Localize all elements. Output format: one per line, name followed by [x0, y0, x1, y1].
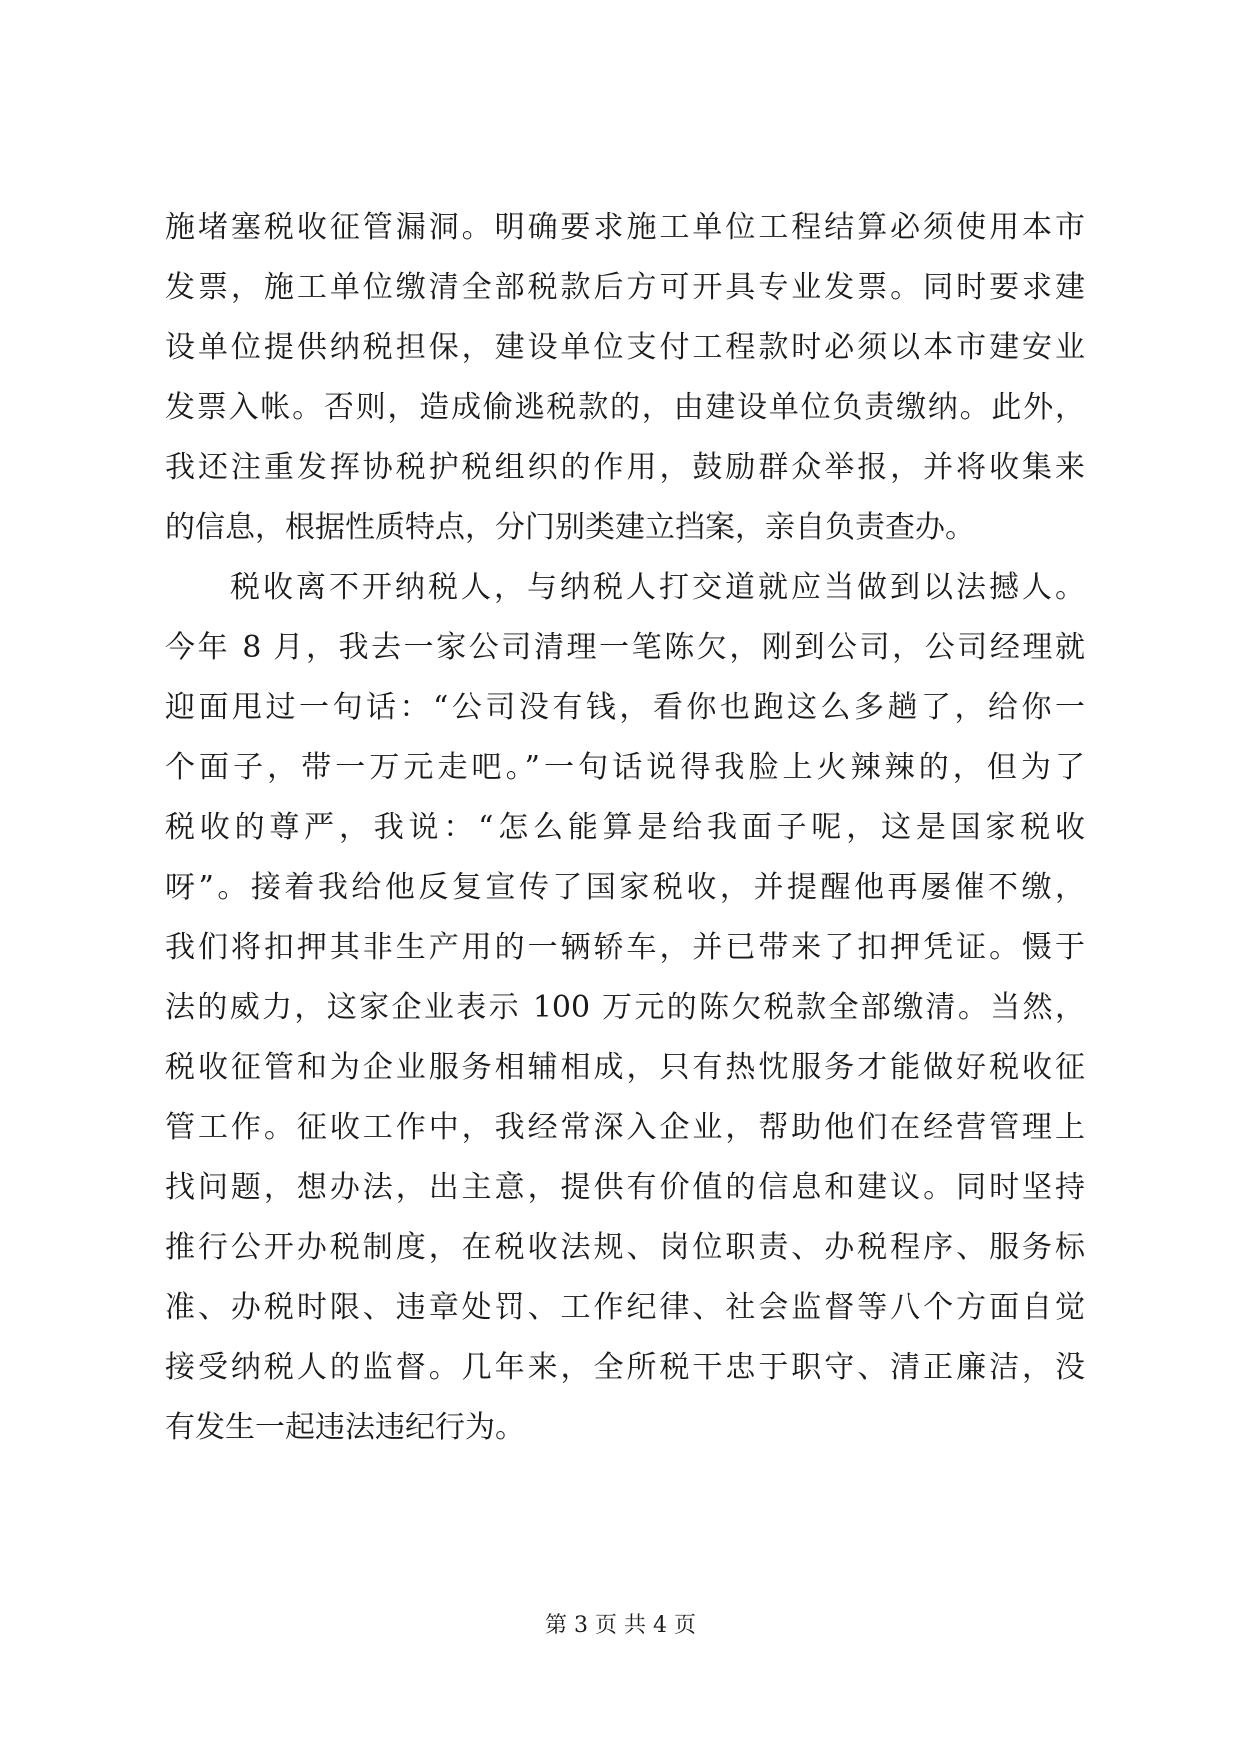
- text-line: 发票入帐。否则，造成偷逃税款的，由建设单位负责缴纳。此外，: [165, 390, 1085, 425]
- text-line: 管工作。征收工作中，我经常深入企业，帮助他们在经营管理上: [165, 1110, 1085, 1145]
- text-line: 找问题，想办法，出主意，提供有价值的信息和建议。同时坚持: [165, 1170, 1085, 1205]
- text-line: 施堵塞税收征管漏洞。明确要求施工单位工程结算必须使用本市: [165, 210, 1085, 245]
- text-line: 有发生一起违法违纪行为。: [165, 1410, 525, 1445]
- text-line: 今年 8 月，我去一家公司清理一笔陈欠，刚到公司，公司经理就: [165, 630, 1085, 665]
- paragraph-first-line: 税收离不开纳税人，与纳税人打交道就应当做到以法撼人。: [230, 570, 1085, 605]
- text-line: 我们将扣押其非生产用的一辆轿车，并已带来了扣押凭证。慑于: [165, 930, 1085, 965]
- text-line: 个面子，带一万元走吧。”一句话说得我脸上火辣辣的，但为了: [165, 750, 1085, 785]
- text-line: 法的威力，这家企业表示 100 万元的陈欠税款全部缴清。当然，: [165, 990, 1085, 1025]
- text-line: 准、办税时限、违章处罚、工作纪律、社会监督等八个方面自觉: [165, 1290, 1085, 1325]
- text-line: 迎面甩过一句话：“公司没有钱，看你也跑这么多趟了，给你一: [165, 690, 1085, 725]
- text-line: 推行公开办税制度，在税收法规、岗位职责、办税程序、服务标: [165, 1230, 1085, 1265]
- text-line: 呀”。接着我给他反复宣传了国家税收，并提醒他再屡催不缴，: [165, 870, 1085, 905]
- page-number-footer: 第 3 页 共 4 页: [545, 1613, 696, 1638]
- text-line: 设单位提供纳税担保，建设单位支付工程款时必须以本市建安业: [165, 330, 1085, 365]
- text-line: 我还注重发挥协税护税组织的作用，鼓励群众举报，并将收集来: [165, 450, 1085, 485]
- text-line: 发票，施工单位缴清全部税款后方可开具专业发票。同时要求建: [165, 270, 1085, 305]
- text-line: 税收的尊严，我说：“怎么能算是给我面子呢，这是国家税收: [165, 810, 1085, 845]
- text-line: 的信息，根据性质特点，分门别类建立挡案，亲自负责查办。: [165, 510, 975, 545]
- text-line: 税收征管和为企业服务相辅相成，只有热忱服务才能做好税收征: [165, 1050, 1085, 1085]
- text-line: 接受纳税人的监督。几年来，全所税干忠于职守、清正廉洁，没: [165, 1350, 1085, 1385]
